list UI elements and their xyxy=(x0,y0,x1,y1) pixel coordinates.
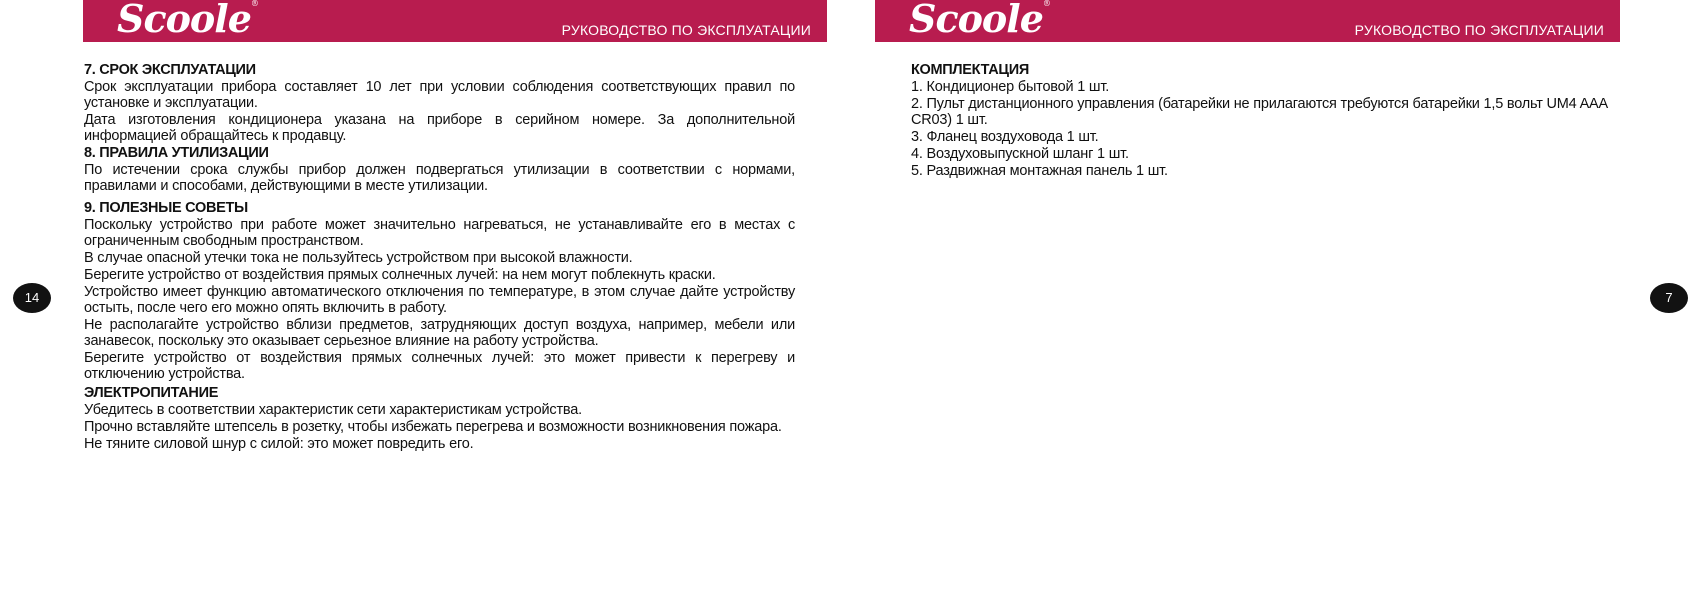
right-brand-logo: Scoole ® xyxy=(909,0,1051,41)
section-heading-lifetime: 7. СРОК ЭКСПЛУАТАЦИИ xyxy=(84,62,256,78)
paragraph: В случае опасной утечки тока не пользуйтесь устройством при высокой влажности. xyxy=(84,250,633,266)
section-heading-disposal: 8. ПРАВИЛА УТИЛИЗАЦИИ xyxy=(84,145,269,161)
left-brand-logo: Scoole ® xyxy=(117,0,259,41)
left-header-title: РУКОВОДСТВО ПО ЭКСПЛУАТАЦИИ xyxy=(561,22,811,38)
left-page-number: 14 xyxy=(13,283,51,313)
list-item: 1. Кондиционер бытовой 1 шт. xyxy=(911,79,1110,95)
paragraph: Прочно вставляйте штепсель в розетку, чтобы избежать перегрева и возможности возникновения пожара. xyxy=(84,419,782,435)
list-item: 2. Пульт дистанционного управления (батарейки не прилагаются требуются батарейки 1,5 вольт UM4 AAA CR03) 1 шт. xyxy=(911,96,1608,128)
package-contents-heading: КОМПЛЕКТАЦИЯ xyxy=(911,62,1029,78)
paragraph: Устройство имеет функцию автоматического отключения по температуре, в этом случае дайте устройству остыть, после чего его можно опять включить в работу. xyxy=(84,284,795,316)
paragraph: Дата изготовления кондиционера указана на приборе в серийном номере. За дополнительной информацией обращайтесь к продавцу. xyxy=(84,112,795,144)
right-page-content xyxy=(911,62,1626,180)
paragraph: Поскольку устройство при работе может значительно нагреваться, не устанавливайте его в местах с ограниченным свободным пространством. xyxy=(84,217,795,249)
left-page-content xyxy=(84,62,795,453)
list-item: 5. Раздвижная монтажная панель 1 шт. xyxy=(911,163,1168,179)
right-header-banner xyxy=(875,0,1620,42)
paragraph: Убедитесь в соответствии характеристик сети характеристикам устройства. xyxy=(84,402,582,418)
paragraph: Не тяните силовой шнур с силой: это может повредить его. xyxy=(84,436,474,452)
list-item: 3. Фланец воздуховода 1 шт. xyxy=(911,129,1099,145)
paragraph: Берегите устройство от воздействия прямых солнечных лучей: на нем могут поблекнуть краски. xyxy=(84,267,716,283)
paragraph: Берегите устройство от воздействия прямых солнечных лучей: это может привести к перегреву и отключению устройства. xyxy=(84,350,795,382)
paragraph: Срок эксплуатации прибора составляет 10 лет при условии соблюдения соответствующих правил по установке и эксплуатации. xyxy=(84,79,795,111)
list-item: 4. Воздуховыпускной шланг 1 шт. xyxy=(911,146,1129,162)
section-heading-power: ЭЛЕКТРОПИТАНИЕ xyxy=(84,385,219,401)
paragraph: Не располагайте устройство вблизи предметов, затрудняющих доступ воздуха, например, мебели или занавесок, поскольку это оказывает серьезное влияние на работу устройства. xyxy=(84,317,795,349)
section-heading-tips: 9. ПОЛЕЗНЫЕ СОВЕТЫ xyxy=(84,200,248,216)
left-header-banner xyxy=(83,0,827,42)
paragraph: По истечении срока службы прибор должен подвергаться утилизации в соответствии с нормами, правилами и способами, действующими в месте утилизации. xyxy=(84,162,795,194)
right-page-number: 7 xyxy=(1650,283,1688,313)
right-header-title: РУКОВОДСТВО ПО ЭКСПЛУАТАЦИИ xyxy=(1354,22,1604,38)
